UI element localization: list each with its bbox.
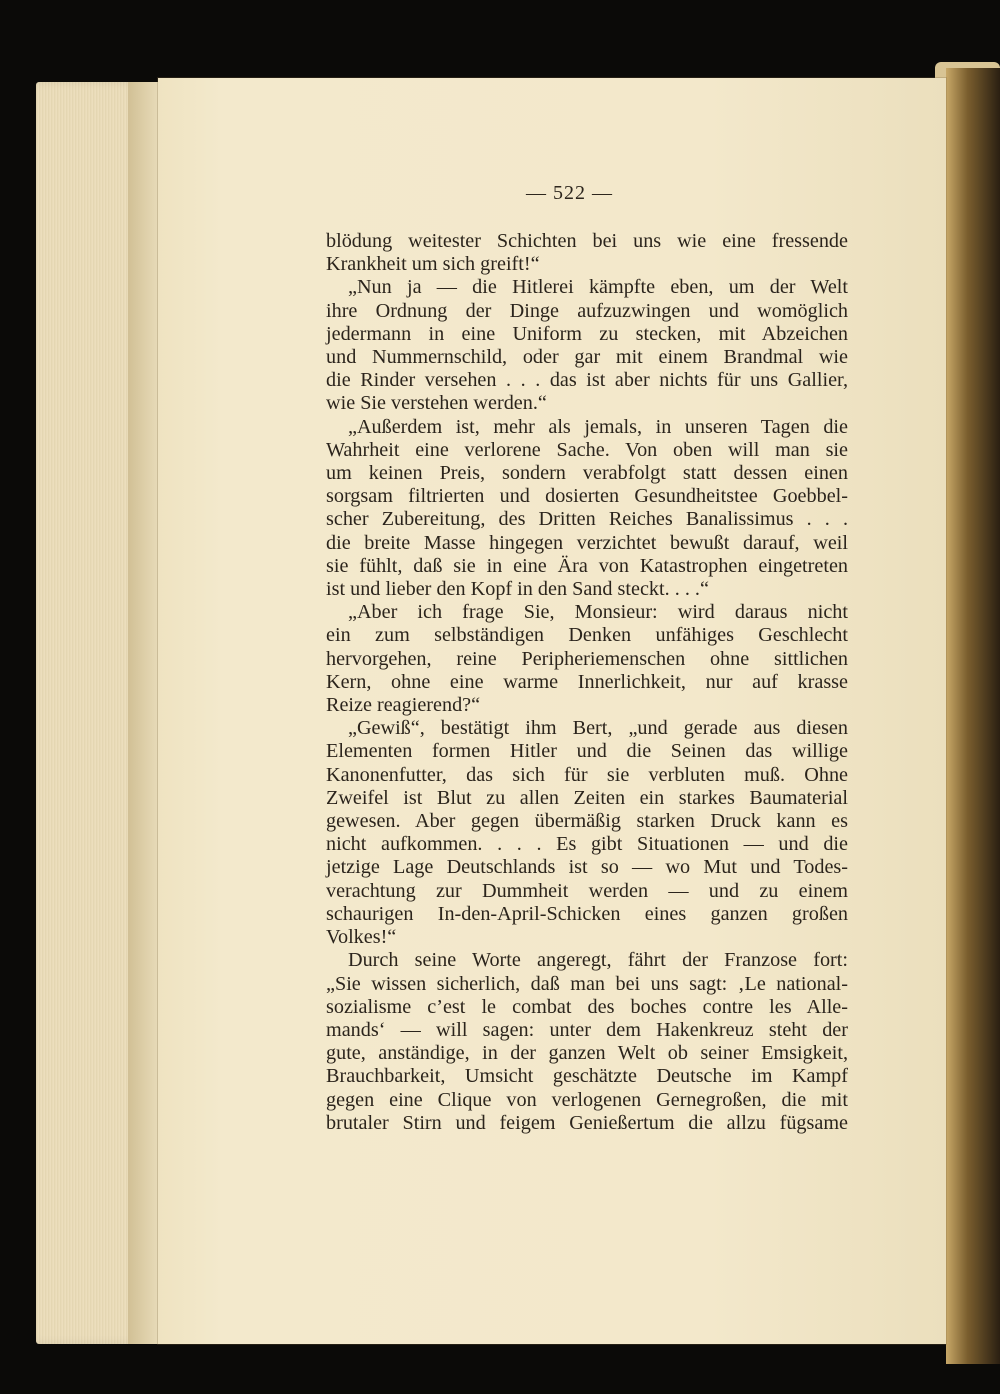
text-line: nicht aufkommen. . . . Es gibt Situationen — und die bbox=[326, 833, 848, 856]
page-number: — 522 — bbox=[526, 182, 613, 204]
text-line: Kern, ohne eine warme Innerlichkeit, nur auf krasse bbox=[326, 670, 848, 693]
text-line: gegen eine Clique von verlogenen Gernegroßen, die mit bbox=[326, 1088, 848, 1111]
text-line: Durch seine Worte angeregt, fährt der Franzose fort: bbox=[348, 949, 848, 972]
text-line: „Nun ja — die Hitlerei kämpfte eben, um der Welt bbox=[348, 276, 848, 299]
text-line: „Aber ich frage Sie, Monsieur: wird daraus nicht bbox=[348, 601, 848, 624]
text-line: um keinen Preis, sondern verabfolgt statt dessen einen bbox=[326, 462, 848, 485]
text-line: Reize reagierend?“ bbox=[326, 694, 481, 717]
text-line: sie fühlt, daß sie in eine Ära von Katastrophen eingetreten bbox=[326, 554, 848, 577]
text-line: „Sie wissen sicherlich, daß man bei uns sagt: ‚Le national- bbox=[326, 972, 848, 995]
text-line: blödung weitester Schichten bei uns wie eine fressende bbox=[326, 230, 848, 252]
text-line: und Nummernschild, oder gar mit einem Brandmal wie bbox=[326, 346, 848, 369]
text-line: hervorgehen, reine Peripheriemenschen ohne sittlichen bbox=[326, 647, 848, 670]
text-line: gute, anständige, in der ganzen Welt ob seiner Emsigkeit, bbox=[326, 1042, 848, 1065]
text-line: jetzige Lage Deutschlands ist so — wo Mut und Todes- bbox=[326, 856, 848, 879]
text-line: wie Sie verstehen werden.“ bbox=[326, 392, 547, 415]
text-line: sozialisme c’est le combat des boches contre les Alle- bbox=[326, 995, 848, 1018]
text-line: Volkes!“ bbox=[326, 926, 397, 949]
text-line: sorgsam filtrierten und dosierten Gesundheitstee Goebbel- bbox=[326, 485, 848, 508]
text-line: Elementen formen Hitler und die Seinen das willige bbox=[326, 740, 848, 763]
text-line: Kanonenfutter, das sich für sie verbluten muß. Ohne bbox=[326, 763, 848, 786]
text-line: mands‘ — will sagen: unter dem Hakenkreuz steht der bbox=[326, 1018, 848, 1041]
text-line: Wahrheit eine verlorene Sache. Von oben will man sie bbox=[326, 438, 848, 461]
text-line: scher Zubereitung, des Dritten Reiches Banalissimus . . . bbox=[326, 508, 848, 531]
text-line: „Gewiß“, bestätigt ihm Bert, „und gerade aus diesen bbox=[348, 717, 848, 740]
text-line: ist und lieber den Kopf in den Sand steckt. . . .“ bbox=[326, 578, 709, 601]
text-line: die Rinder versehen . . . das ist aber nichts für uns Gallier, bbox=[326, 369, 848, 392]
text-line: gewesen. Aber gegen übermäßig starken Druck kann es bbox=[326, 810, 848, 833]
text-line: die breite Masse hingegen verzichtet bewußt darauf, weil bbox=[326, 531, 848, 554]
text-line: Krankheit um sich greift!“ bbox=[326, 253, 540, 276]
text-line: „Außerdem ist, mehr als jemals, in unseren Tagen die bbox=[348, 415, 848, 438]
book-cover-edge bbox=[946, 68, 1000, 1364]
text-line: schaurigen In-den-April-Schicken eines ganzen großen bbox=[326, 902, 848, 925]
text-line: jedermann in eine Uniform zu stecken, mit Abzeichen bbox=[326, 322, 848, 345]
text-line: verachtung zur Dummheit werden — und zu einem bbox=[326, 879, 848, 902]
text-line: Zweifel ist Blut zu allen Zeiten ein starkes Baumaterial bbox=[326, 786, 848, 809]
text-line: ihre Ordnung der Dinge aufzuzwingen und womöglich bbox=[326, 299, 848, 322]
text-line: Brauchbarkeit, Umsicht geschätzte Deutsche im Kampf bbox=[326, 1065, 848, 1088]
text-line: ein zum selbständigen Denken unfähiges Geschlecht bbox=[326, 624, 848, 647]
text-line: brutaler Stirn und feigem Genießertum die allzu fügsame bbox=[326, 1111, 848, 1134]
page-text bbox=[326, 230, 848, 1135]
